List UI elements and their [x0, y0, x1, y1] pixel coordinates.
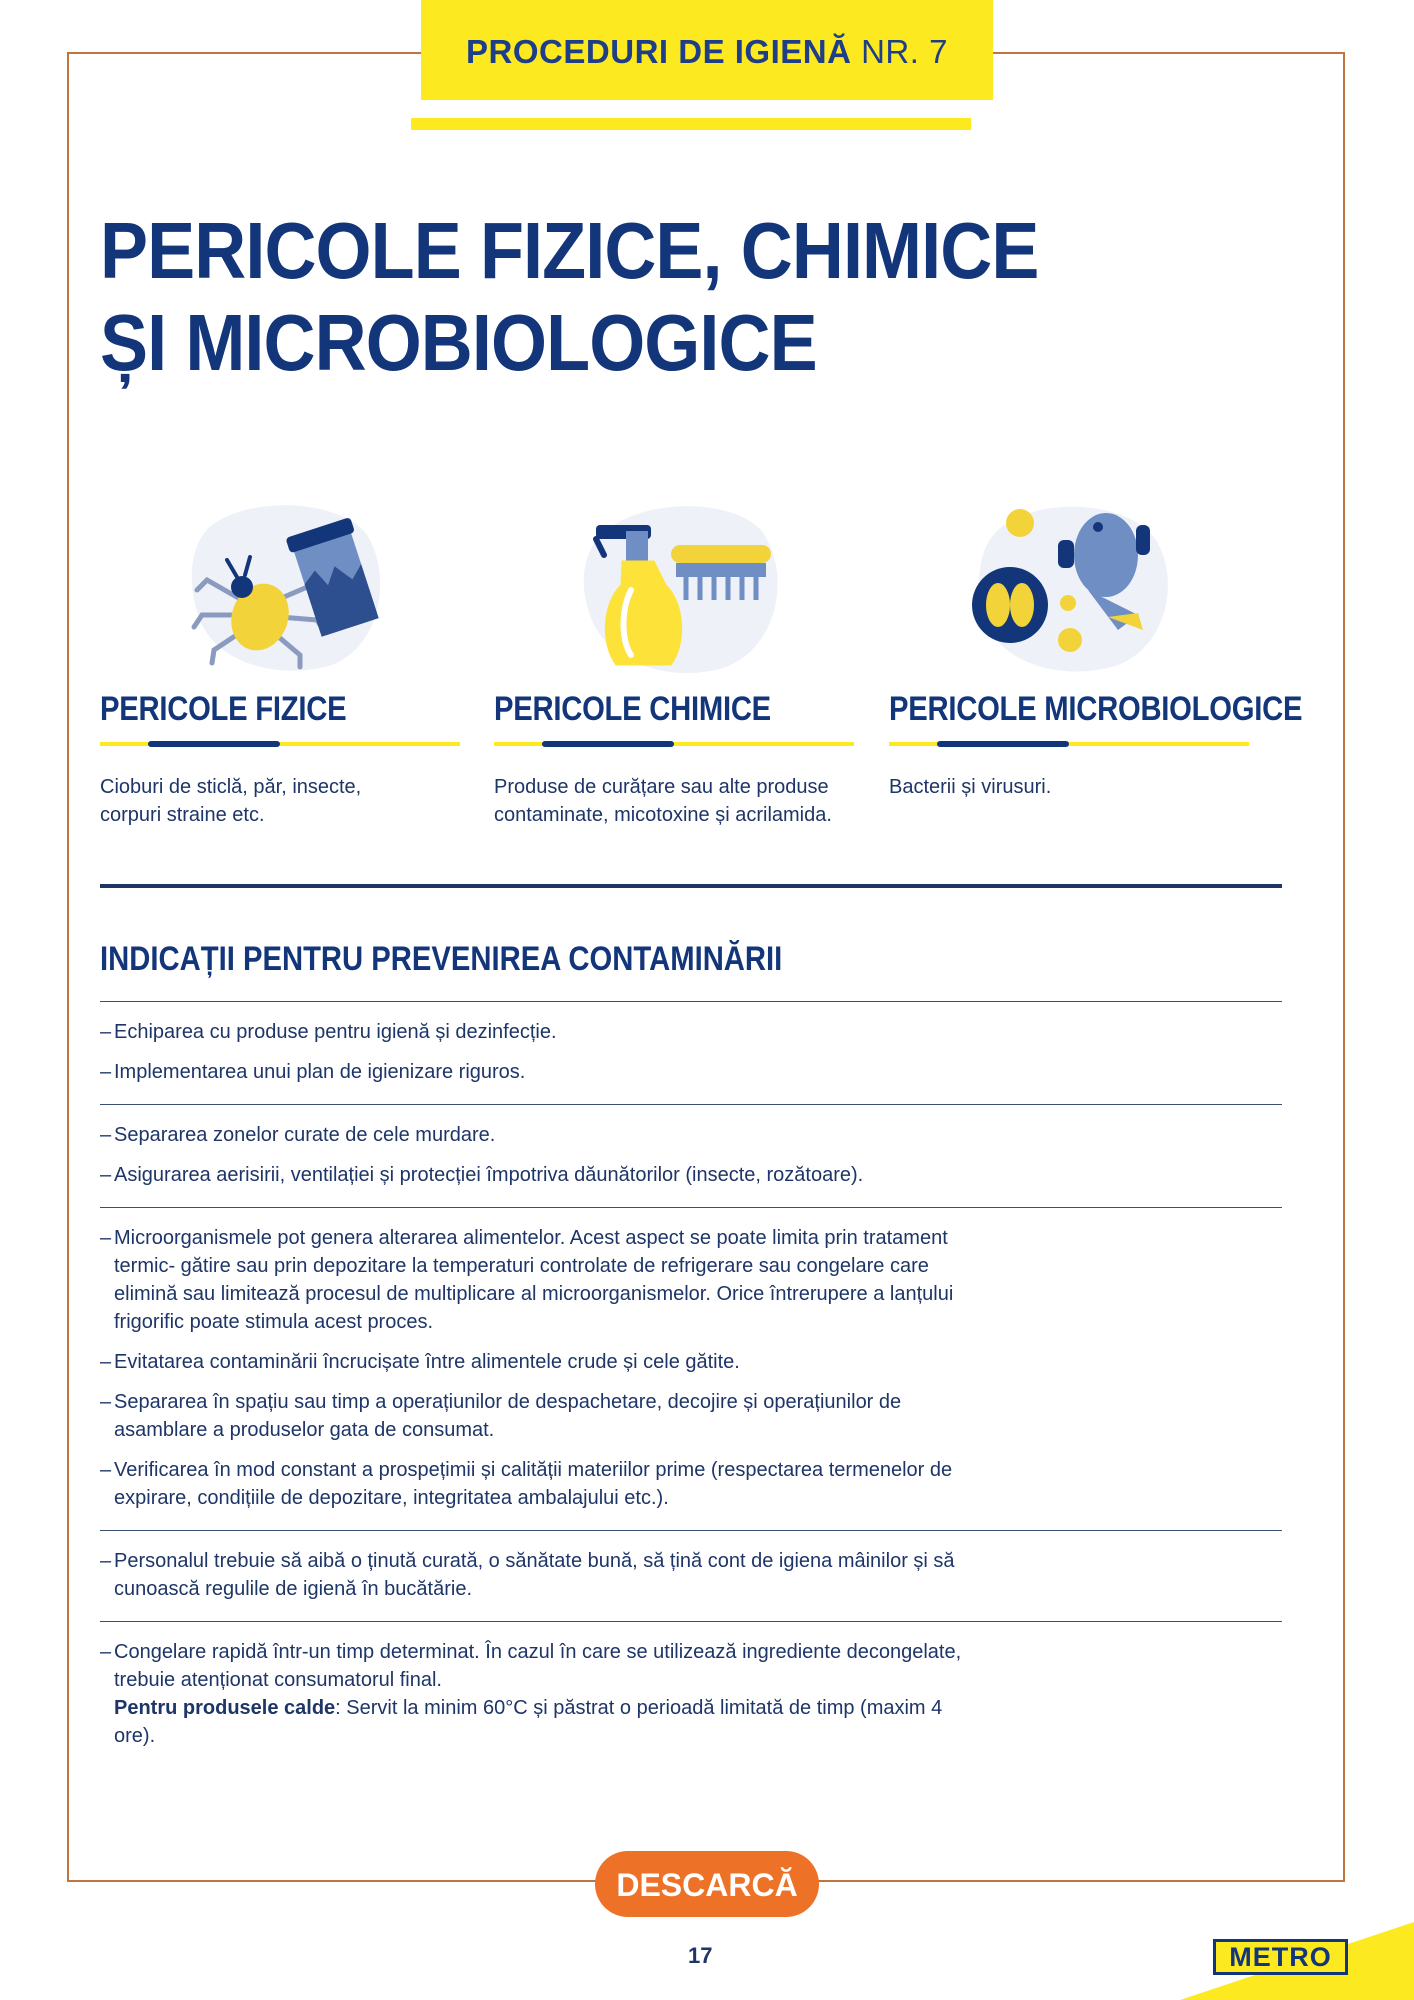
prevention-group	[100, 1104, 1282, 1207]
list-item-bold: Pentru produsele calde	[114, 1697, 336, 1719]
prevention-group	[100, 1001, 1282, 1104]
list-item: – Microorganismele pot genera alterarea alimentelor. Acest aspect se poate limita prin tratament termic- gătire sau prin depozitare la temperaturi controlate de refrigerare sau congelare care elimină sau limitează procesul de multiplicare al microorganismelor. Orice întrerupere a lanțului frigorific poate stimula acest proces.	[100, 1224, 974, 1336]
microbes-fish-icon	[968, 495, 1178, 675]
insect-glass-icon	[182, 495, 392, 675]
banner-number: NR. 7	[861, 33, 948, 70]
prevention-group	[100, 1530, 1282, 1621]
list-item: – Verificarea în mod constant a prospețimii și calității materiilor prime (respectarea termenelor de expirare, condițiile de depozitare, integritatea ambalajului etc.).	[100, 1456, 974, 1512]
list-item-text: Congelare rapidă într-un timp determinat. În cazul în care se utilizează ingrediente decongelate, trebuie atenționat consumatorul final.	[114, 1641, 962, 1691]
hazard-physical	[100, 690, 460, 829]
procedure-banner	[421, 0, 993, 100]
banner-underline	[411, 118, 971, 130]
hazard-microbiological	[889, 690, 1303, 801]
hazard-underline	[100, 741, 460, 747]
list-item-rest: : Servit la minim 60°C și păstrat o perioadă limitată de timp (maxim 4 ore).	[114, 1697, 943, 1746]
section-divider	[100, 884, 1282, 888]
prevention-title: INDICAȚII PENTRU PREVENIREA CONTAMINĂRII	[100, 940, 783, 978]
list-item: – Implementarea unui plan de igienizare riguros.	[100, 1058, 974, 1086]
list-item: – Separarea zonelor curate de cele murdare.	[100, 1121, 974, 1149]
hazard-heading: PERICOLE MICROBIOLOGICE	[889, 690, 1303, 728]
hazard-description: Cioburi de sticlă, păr, insecte, corpuri straine etc.	[100, 776, 362, 826]
page-title-line-1: PERICOLE FIZICE, CHIMICE	[100, 206, 1039, 295]
hazard-heading: PERICOLE FIZICE	[100, 690, 347, 728]
hazard-description: Produse de curățare sau alte produse contaminate, micotoxine și acrilamida.	[494, 776, 832, 826]
page-number: 17	[688, 1943, 713, 1968]
banner-title: PROCEDURI DE IGIENĂ	[466, 33, 852, 70]
page-title	[100, 205, 1038, 389]
hazard-underline	[494, 741, 854, 747]
hazard-chemical	[494, 690, 854, 829]
metro-logo: METRO	[1213, 1939, 1348, 1975]
list-item: – Personalul trebuie să aibă o ținută curată, o sănătate bună, să țină cont de igiena mâinilor și să cunoască regulile de igienă în bucătărie.	[100, 1547, 974, 1603]
list-item: – Echiparea cu produse pentru igienă și dezinfecție.	[100, 1018, 974, 1046]
list-item	[100, 1638, 974, 1746]
page-title-line-2: ȘI MICROBIOLOGICE	[100, 298, 817, 387]
hazard-description: Bacterii și virusuri.	[889, 776, 1052, 798]
cleaning-products-icon	[576, 495, 786, 675]
list-item: – Asigurarea aerisirii, ventilației și protecției împotriva dăunătorilor (insecte, rozătoare).	[100, 1161, 974, 1189]
list-item: – Separarea în spațiu sau timp a operațiunilor de despachetare, decojire și operațiunilor de asamblare a produselor gata de consumat.	[100, 1388, 974, 1444]
hazard-underline	[889, 741, 1249, 747]
hazard-heading: PERICOLE CHIMICE	[494, 690, 771, 728]
prevention-group	[100, 1207, 1282, 1530]
prevention-list	[100, 1001, 1282, 1746]
prevention-group	[100, 1621, 1282, 1746]
list-item: – Evitatarea contaminării încrucișate între alimentele crude și cele gătite.	[100, 1348, 974, 1376]
download-button[interactable]: DESCARCĂ	[595, 1851, 819, 1917]
